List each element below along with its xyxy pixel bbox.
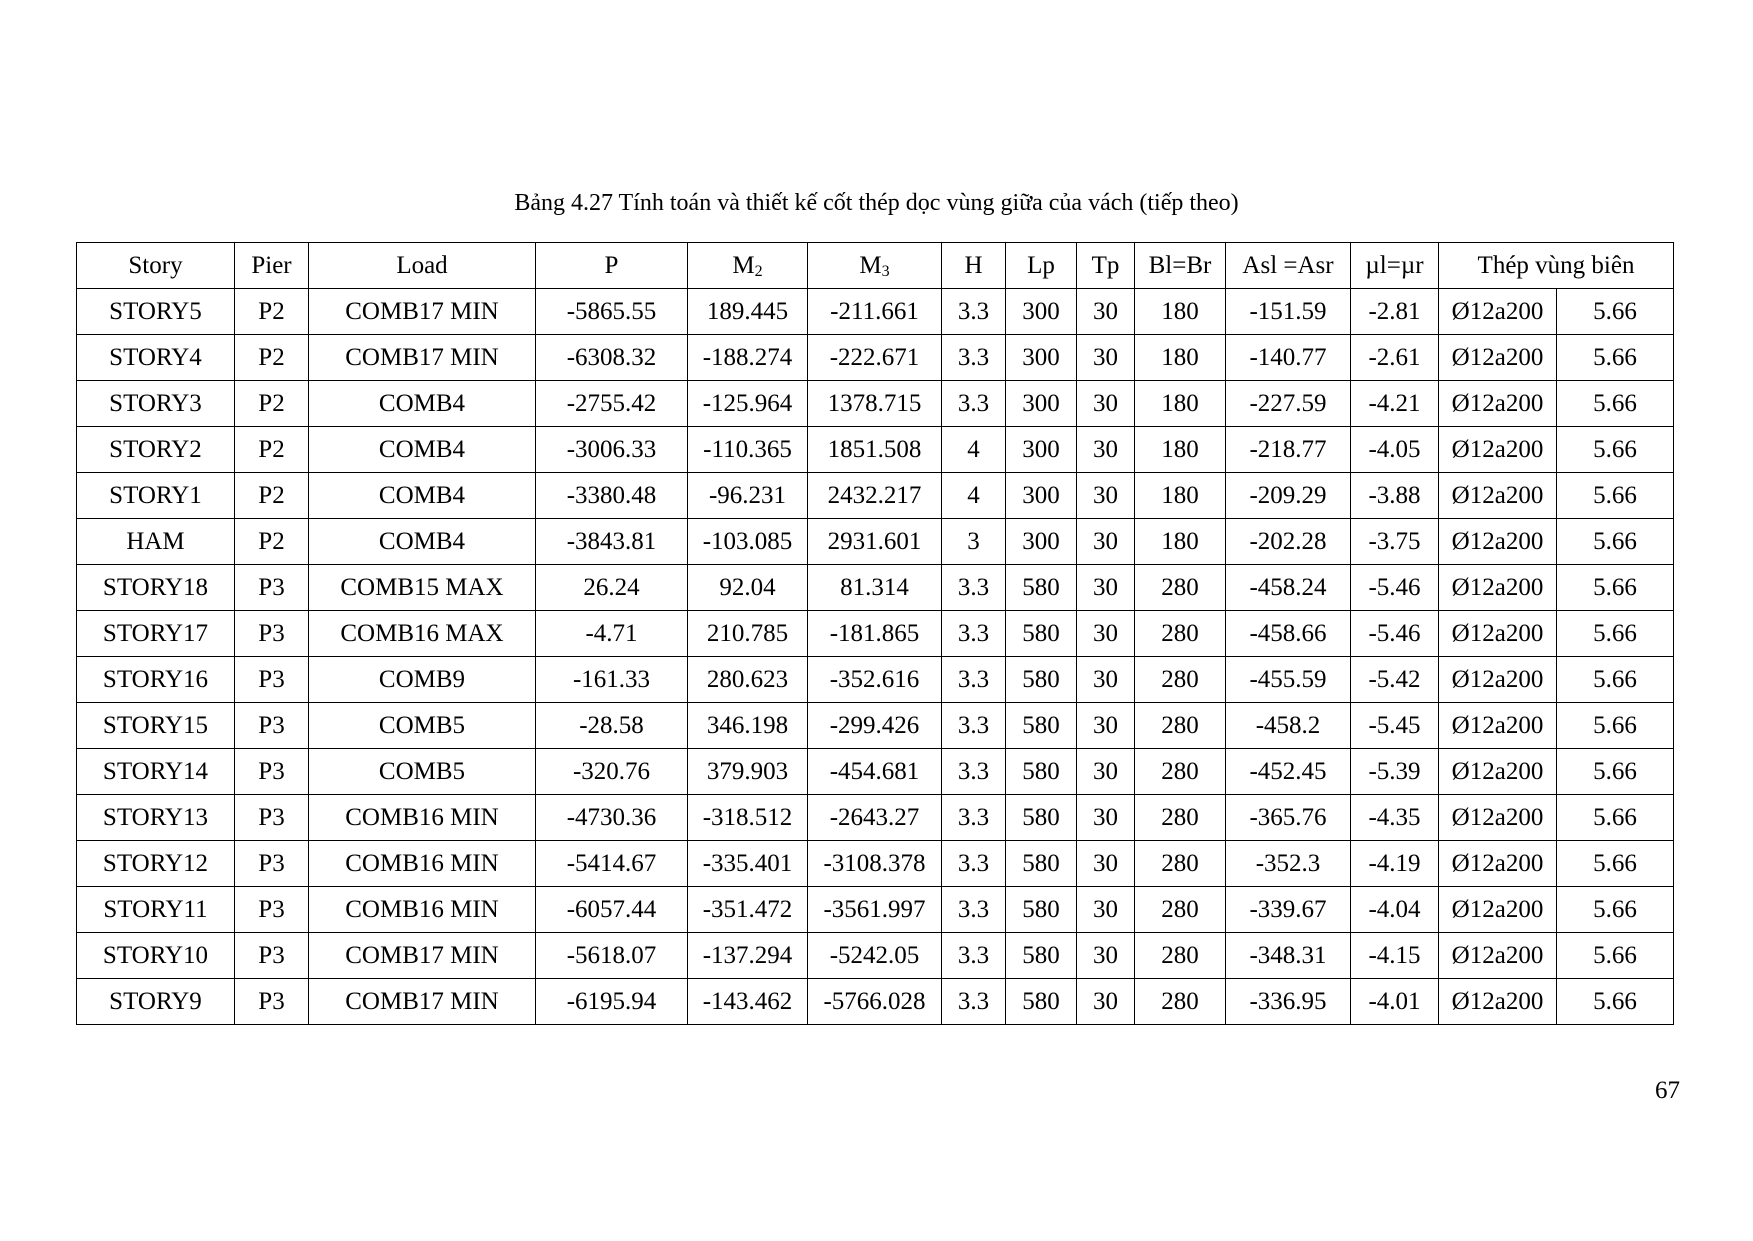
cell-m2: -335.401 [688, 841, 808, 887]
cell-m3: 2432.217 [808, 473, 942, 519]
cell-asl-asr: -336.95 [1226, 979, 1351, 1025]
header-mul-mur: µl=µr [1351, 243, 1439, 289]
cell-thep-vung-bien: Ø12a200 [1439, 841, 1557, 887]
header-thep-vung-bien: Thép vùng biên [1439, 243, 1674, 289]
cell-mul-mur: -4.21 [1351, 381, 1439, 427]
cell-m2: 346.198 [688, 703, 808, 749]
cell-asl-asr: -458.66 [1226, 611, 1351, 657]
cell-load: COMB17 MIN [309, 335, 536, 381]
page-number: 67 [1655, 1077, 1680, 1104]
cell-tp: 30 [1077, 381, 1135, 427]
cell-m3: -181.865 [808, 611, 942, 657]
cell-m3: -5766.028 [808, 979, 942, 1025]
cell-p: -6195.94 [536, 979, 688, 1025]
cell-tp: 30 [1077, 887, 1135, 933]
cell-p: -3843.81 [536, 519, 688, 565]
table-row [77, 381, 1674, 427]
cell-m3: -222.671 [808, 335, 942, 381]
cell-thep-vung-bien: Ø12a200 [1439, 795, 1557, 841]
cell-thep-area: 5.66 [1557, 795, 1674, 841]
cell-asl-asr: -452.45 [1226, 749, 1351, 795]
cell-bl-br: 180 [1135, 427, 1226, 473]
header-m2-base: M [732, 251, 755, 279]
cell-thep-area: 5.66 [1557, 887, 1674, 933]
cell-h: 3 [942, 519, 1006, 565]
cell-thep-vung-bien: Ø12a200 [1439, 887, 1557, 933]
cell-lp: 580 [1006, 611, 1077, 657]
cell-pier: P3 [235, 795, 309, 841]
cell-thep-area: 5.66 [1557, 381, 1674, 427]
cell-mul-mur: -3.88 [1351, 473, 1439, 519]
cell-asl-asr: -227.59 [1226, 381, 1351, 427]
cell-m2: 92.04 [688, 565, 808, 611]
cell-story: STORY13 [77, 795, 235, 841]
data-table [76, 242, 1674, 1025]
table-row [77, 611, 1674, 657]
cell-thep-vung-bien: Ø12a200 [1439, 427, 1557, 473]
cell-bl-br: 280 [1135, 887, 1226, 933]
cell-tp: 30 [1077, 703, 1135, 749]
cell-m3: -454.681 [808, 749, 942, 795]
cell-tp: 30 [1077, 749, 1135, 795]
cell-thep-area: 5.66 [1557, 611, 1674, 657]
table-row [77, 979, 1674, 1025]
cell-load: COMB4 [309, 519, 536, 565]
cell-mul-mur: -3.75 [1351, 519, 1439, 565]
cell-lp: 580 [1006, 565, 1077, 611]
cell-load: COMB17 MIN [309, 933, 536, 979]
cell-p: -5865.55 [536, 289, 688, 335]
cell-h: 3.3 [942, 565, 1006, 611]
cell-pier: P3 [235, 933, 309, 979]
cell-load: COMB4 [309, 381, 536, 427]
cell-m2: 280.623 [688, 657, 808, 703]
cell-m3: 81.314 [808, 565, 942, 611]
cell-story: STORY18 [77, 565, 235, 611]
table-row [77, 427, 1674, 473]
cell-h: 4 [942, 427, 1006, 473]
header-m3-subscript: 3 [881, 262, 890, 280]
cell-h: 3.3 [942, 841, 1006, 887]
cell-thep-area: 5.66 [1557, 565, 1674, 611]
cell-load: COMB17 MIN [309, 289, 536, 335]
cell-lp: 580 [1006, 703, 1077, 749]
cell-bl-br: 280 [1135, 703, 1226, 749]
cell-pier: P2 [235, 427, 309, 473]
cell-thep-area: 5.66 [1557, 519, 1674, 565]
cell-asl-asr: -140.77 [1226, 335, 1351, 381]
header-m2-subscript: 2 [754, 262, 763, 280]
cell-tp: 30 [1077, 565, 1135, 611]
cell-lp: 580 [1006, 795, 1077, 841]
cell-story: STORY1 [77, 473, 235, 519]
cell-story: STORY10 [77, 933, 235, 979]
cell-thep-vung-bien: Ø12a200 [1439, 933, 1557, 979]
cell-story: STORY14 [77, 749, 235, 795]
cell-h: 3.3 [942, 749, 1006, 795]
cell-thep-vung-bien: Ø12a200 [1439, 979, 1557, 1025]
cell-load: COMB16 MIN [309, 795, 536, 841]
table-caption: Bảng 4.27 Tính toán và thiết kế cốt thép dọc vùng giữa của vách (tiếp theo) [514, 190, 1239, 216]
cell-m3: -211.661 [808, 289, 942, 335]
table-row [77, 703, 1674, 749]
cell-tp: 30 [1077, 427, 1135, 473]
cell-load: COMB5 [309, 703, 536, 749]
cell-load: COMB4 [309, 473, 536, 519]
cell-m3: 1378.715 [808, 381, 942, 427]
table-row [77, 519, 1674, 565]
cell-p: -161.33 [536, 657, 688, 703]
cell-thep-area: 5.66 [1557, 979, 1674, 1025]
table-row [77, 289, 1674, 335]
cell-story: STORY5 [77, 289, 235, 335]
cell-m2: 189.445 [688, 289, 808, 335]
cell-m2: 210.785 [688, 611, 808, 657]
cell-pier: P2 [235, 289, 309, 335]
cell-p: -3006.33 [536, 427, 688, 473]
table-row [77, 657, 1674, 703]
cell-lp: 580 [1006, 887, 1077, 933]
cell-mul-mur: -4.35 [1351, 795, 1439, 841]
cell-bl-br: 180 [1135, 473, 1226, 519]
cell-tp: 30 [1077, 519, 1135, 565]
cell-pier: P2 [235, 381, 309, 427]
cell-mul-mur: -4.04 [1351, 887, 1439, 933]
table-row [77, 933, 1674, 979]
header-asl-asr: Asl =Asr [1226, 243, 1351, 289]
cell-lp: 580 [1006, 657, 1077, 703]
cell-asl-asr: -365.76 [1226, 795, 1351, 841]
cell-tp: 30 [1077, 841, 1135, 887]
cell-pier: P3 [235, 749, 309, 795]
cell-load: COMB16 MIN [309, 887, 536, 933]
cell-m3: -352.616 [808, 657, 942, 703]
cell-mul-mur: -4.15 [1351, 933, 1439, 979]
table-row [77, 749, 1674, 795]
header-bl-br: Bl=Br [1135, 243, 1226, 289]
header-tp: Tp [1077, 243, 1135, 289]
cell-lp: 580 [1006, 979, 1077, 1025]
cell-asl-asr: -458.2 [1226, 703, 1351, 749]
cell-bl-br: 280 [1135, 749, 1226, 795]
cell-tp: 30 [1077, 657, 1135, 703]
cell-mul-mur: -5.39 [1351, 749, 1439, 795]
cell-h: 3.3 [942, 611, 1006, 657]
cell-lp: 300 [1006, 289, 1077, 335]
cell-load: COMB16 MAX [309, 611, 536, 657]
cell-tp: 30 [1077, 795, 1135, 841]
cell-bl-br: 180 [1135, 519, 1226, 565]
cell-asl-asr: -348.31 [1226, 933, 1351, 979]
cell-story: STORY17 [77, 611, 235, 657]
cell-lp: 300 [1006, 427, 1077, 473]
cell-m2: -137.294 [688, 933, 808, 979]
cell-bl-br: 280 [1135, 979, 1226, 1025]
cell-asl-asr: -202.28 [1226, 519, 1351, 565]
header-pier: Pier [235, 243, 309, 289]
header-m2 [688, 243, 808, 289]
cell-h: 4 [942, 473, 1006, 519]
cell-m3: -299.426 [808, 703, 942, 749]
header-m3-base: M [859, 251, 882, 279]
cell-pier: P2 [235, 519, 309, 565]
cell-m3: 1851.508 [808, 427, 942, 473]
cell-p: -28.58 [536, 703, 688, 749]
header-h: H [942, 243, 1006, 289]
cell-m3: -2643.27 [808, 795, 942, 841]
cell-lp: 300 [1006, 473, 1077, 519]
cell-bl-br: 280 [1135, 933, 1226, 979]
cell-asl-asr: -339.67 [1226, 887, 1351, 933]
cell-m3: 2931.601 [808, 519, 942, 565]
cell-story: STORY12 [77, 841, 235, 887]
cell-lp: 300 [1006, 381, 1077, 427]
cell-pier: P2 [235, 335, 309, 381]
cell-story: STORY9 [77, 979, 235, 1025]
cell-thep-vung-bien: Ø12a200 [1439, 749, 1557, 795]
table-row [77, 473, 1674, 519]
cell-p: -2755.42 [536, 381, 688, 427]
cell-mul-mur: -4.19 [1351, 841, 1439, 887]
cell-h: 3.3 [942, 979, 1006, 1025]
cell-m2: -96.231 [688, 473, 808, 519]
table-row [77, 795, 1674, 841]
cell-p: -3380.48 [536, 473, 688, 519]
cell-bl-br: 280 [1135, 611, 1226, 657]
cell-lp: 580 [1006, 933, 1077, 979]
cell-thep-vung-bien: Ø12a200 [1439, 473, 1557, 519]
cell-thep-area: 5.66 [1557, 749, 1674, 795]
table-body [77, 289, 1674, 1025]
table-row [77, 335, 1674, 381]
cell-load: COMB5 [309, 749, 536, 795]
cell-pier: P3 [235, 565, 309, 611]
table-row [77, 565, 1674, 611]
cell-bl-br: 180 [1135, 289, 1226, 335]
cell-pier: P3 [235, 703, 309, 749]
cell-thep-vung-bien: Ø12a200 [1439, 289, 1557, 335]
cell-thep-area: 5.66 [1557, 335, 1674, 381]
cell-pier: P3 [235, 611, 309, 657]
cell-pier: P2 [235, 473, 309, 519]
cell-mul-mur: -2.61 [1351, 335, 1439, 381]
header-lp: Lp [1006, 243, 1077, 289]
cell-load: COMB17 MIN [309, 979, 536, 1025]
cell-load: COMB15 MAX [309, 565, 536, 611]
cell-p: -6057.44 [536, 887, 688, 933]
cell-asl-asr: -209.29 [1226, 473, 1351, 519]
cell-tp: 30 [1077, 933, 1135, 979]
cell-thep-area: 5.66 [1557, 703, 1674, 749]
cell-h: 3.3 [942, 657, 1006, 703]
cell-m2: -188.274 [688, 335, 808, 381]
cell-bl-br: 180 [1135, 381, 1226, 427]
cell-mul-mur: -5.45 [1351, 703, 1439, 749]
cell-thep-vung-bien: Ø12a200 [1439, 703, 1557, 749]
cell-mul-mur: -2.81 [1351, 289, 1439, 335]
cell-load: COMB9 [309, 657, 536, 703]
cell-p: -320.76 [536, 749, 688, 795]
cell-bl-br: 280 [1135, 841, 1226, 887]
cell-h: 3.3 [942, 795, 1006, 841]
cell-load: COMB16 MIN [309, 841, 536, 887]
cell-p: -6308.32 [536, 335, 688, 381]
cell-m3: -5242.05 [808, 933, 942, 979]
cell-m2: -125.964 [688, 381, 808, 427]
cell-thep-area: 5.66 [1557, 841, 1674, 887]
cell-h: 3.3 [942, 703, 1006, 749]
cell-tp: 30 [1077, 611, 1135, 657]
cell-m3: -3108.378 [808, 841, 942, 887]
cell-p: -4.71 [536, 611, 688, 657]
cell-story: STORY4 [77, 335, 235, 381]
cell-bl-br: 180 [1135, 335, 1226, 381]
header-story: Story [77, 243, 235, 289]
cell-thep-area: 5.66 [1557, 933, 1674, 979]
cell-thep-area: 5.66 [1557, 473, 1674, 519]
cell-h: 3.3 [942, 381, 1006, 427]
cell-mul-mur: -4.05 [1351, 427, 1439, 473]
cell-mul-mur: -5.42 [1351, 657, 1439, 703]
cell-m2: -103.085 [688, 519, 808, 565]
cell-story: STORY15 [77, 703, 235, 749]
cell-tp: 30 [1077, 473, 1135, 519]
table-row [77, 887, 1674, 933]
cell-bl-br: 280 [1135, 657, 1226, 703]
cell-p: -4730.36 [536, 795, 688, 841]
cell-mul-mur: -5.46 [1351, 611, 1439, 657]
cell-thep-vung-bien: Ø12a200 [1439, 565, 1557, 611]
cell-m2: -351.472 [688, 887, 808, 933]
cell-pier: P3 [235, 887, 309, 933]
cell-lp: 580 [1006, 749, 1077, 795]
cell-m2: -318.512 [688, 795, 808, 841]
header-load: Load [309, 243, 536, 289]
cell-load: COMB4 [309, 427, 536, 473]
cell-m2: 379.903 [688, 749, 808, 795]
cell-h: 3.3 [942, 933, 1006, 979]
cell-p: -5414.67 [536, 841, 688, 887]
cell-thep-area: 5.66 [1557, 657, 1674, 703]
table-header [77, 243, 1674, 289]
cell-h: 3.3 [942, 289, 1006, 335]
header-p: P [536, 243, 688, 289]
cell-pier: P3 [235, 657, 309, 703]
cell-h: 3.3 [942, 887, 1006, 933]
header-m3 [808, 243, 942, 289]
cell-m3: -3561.997 [808, 887, 942, 933]
cell-pier: P3 [235, 841, 309, 887]
cell-mul-mur: -5.46 [1351, 565, 1439, 611]
cell-p: 26.24 [536, 565, 688, 611]
cell-bl-br: 280 [1135, 565, 1226, 611]
cell-m2: -143.462 [688, 979, 808, 1025]
cell-story: STORY2 [77, 427, 235, 473]
cell-p: -5618.07 [536, 933, 688, 979]
table-row [77, 841, 1674, 887]
cell-mul-mur: -4.01 [1351, 979, 1439, 1025]
cell-thep-vung-bien: Ø12a200 [1439, 611, 1557, 657]
cell-thep-vung-bien: Ø12a200 [1439, 335, 1557, 381]
cell-story: STORY16 [77, 657, 235, 703]
cell-lp: 300 [1006, 519, 1077, 565]
cell-bl-br: 280 [1135, 795, 1226, 841]
header-row [77, 243, 1674, 289]
cell-pier: P3 [235, 979, 309, 1025]
cell-asl-asr: -458.24 [1226, 565, 1351, 611]
cell-lp: 300 [1006, 335, 1077, 381]
cell-story: STORY11 [77, 887, 235, 933]
cell-asl-asr: -218.77 [1226, 427, 1351, 473]
cell-lp: 580 [1006, 841, 1077, 887]
cell-h: 3.3 [942, 335, 1006, 381]
cell-asl-asr: -352.3 [1226, 841, 1351, 887]
cell-thep-vung-bien: Ø12a200 [1439, 519, 1557, 565]
cell-story: HAM [77, 519, 235, 565]
cell-thep-vung-bien: Ø12a200 [1439, 657, 1557, 703]
cell-tp: 30 [1077, 335, 1135, 381]
cell-m2: -110.365 [688, 427, 808, 473]
cell-tp: 30 [1077, 979, 1135, 1025]
cell-story: STORY3 [77, 381, 235, 427]
cell-thep-area: 5.66 [1557, 427, 1674, 473]
cell-asl-asr: -151.59 [1226, 289, 1351, 335]
cell-thep-area: 5.66 [1557, 289, 1674, 335]
cell-tp: 30 [1077, 289, 1135, 335]
cell-thep-vung-bien: Ø12a200 [1439, 381, 1557, 427]
cell-asl-asr: -455.59 [1226, 657, 1351, 703]
